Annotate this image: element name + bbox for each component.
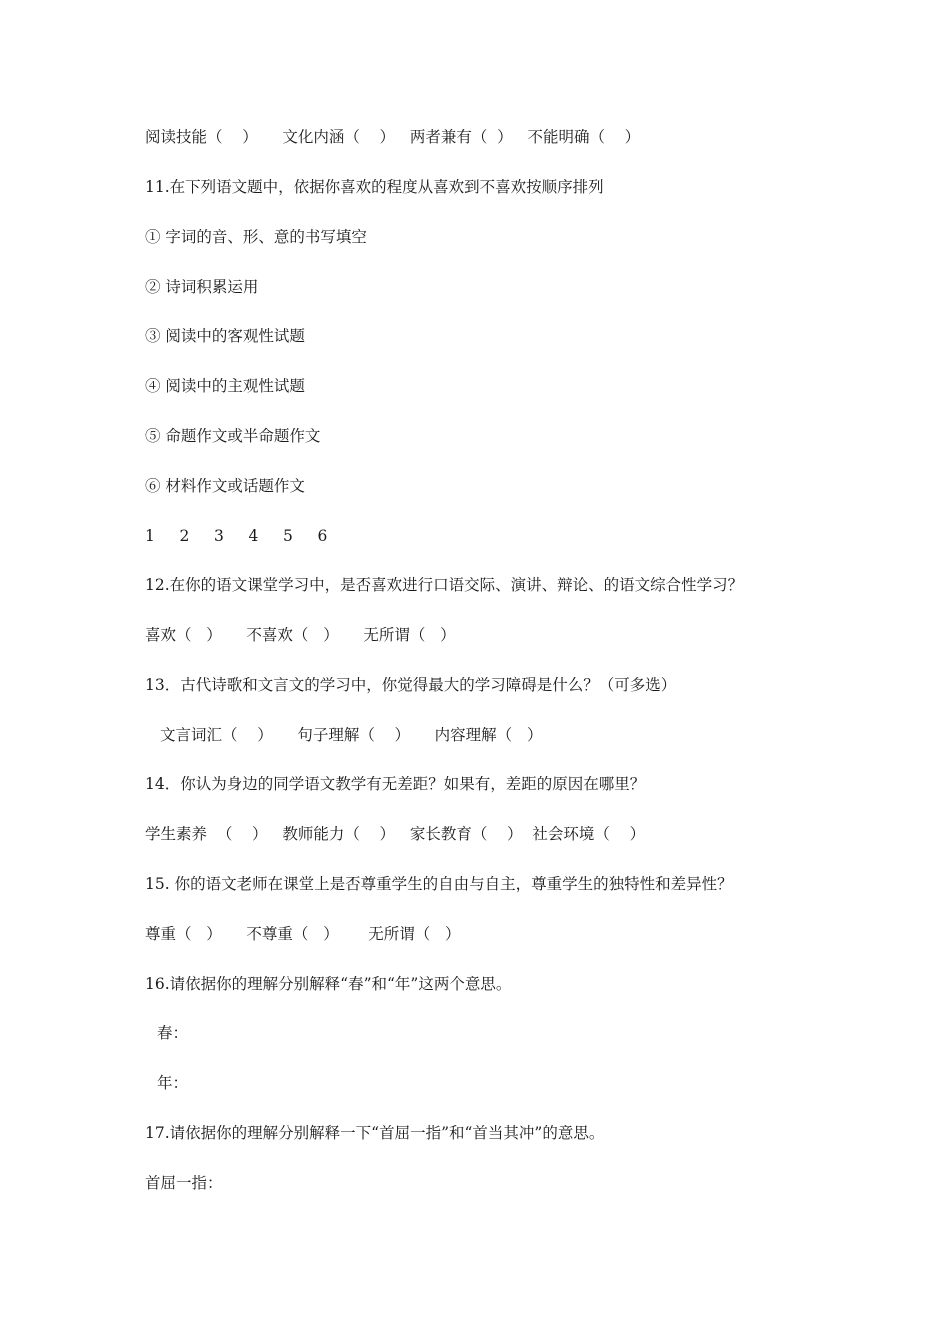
q11-option-4: ④ 阅读中的主观性试题 (145, 377, 305, 395)
q11-ranking-numbers: 1 2 3 4 5 6 (145, 527, 328, 545)
q13-options: 文言词汇（ ） 句子理解（ ） 内容理解（ ） (160, 726, 543, 744)
q11-option-6: ⑥ 材料作文或话题作文 (145, 477, 305, 495)
q14-options: 学生素养 （ ） 教师能力（ ） 家长教育（ ） 社会环境（ ） (145, 825, 646, 843)
q17-answer-1: 首屈一指： (145, 1174, 223, 1192)
q14-question: 14．你认为身边的同学语文教学有无差距？如果有，差距的原因在哪里？ (145, 775, 646, 793)
q12-question: 12.在你的语文课堂学习中，是否喜欢进行口语交际、演讲、辩论、的语文综合性学习？ (145, 576, 744, 594)
q15-question: 15. 你的语文老师在课堂上是否尊重学生的自由与自主，尊重学生的独特性和差异性？ (145, 875, 733, 893)
q17-question: 17.请依据你的理解分别解释一下“首屈一指”和“首当其冲”的意思。 (145, 1124, 605, 1142)
q11-option-5: ⑤ 命题作文或半命题作文 (145, 427, 321, 445)
q16-answer-spring: 春： (157, 1024, 189, 1042)
q11-option-3: ③ 阅读中的客观性试题 (145, 327, 305, 345)
q16-question: 16.请依据你的理解分别解释“春”和“年”这两个意思。 (145, 975, 512, 993)
q10-options: 阅读技能（ ） 文化内涵（ ） 两者兼有（ ） 不能明确（ ） (145, 128, 641, 146)
q15-options: 尊重（ ） 不尊重（ ） 无所谓（ ） (145, 925, 461, 943)
q11-question: 11.在下列语文题中，依据你喜欢的程度从喜欢到不喜欢按顺序排列 (145, 178, 604, 196)
q11-option-2: ② 诗词积累运用 (145, 278, 259, 296)
q12-options: 喜欢（ ） 不喜欢（ ） 无所谓（ ） (145, 626, 456, 644)
q13-question: 13．古代诗歌和文言文的学习中，你觉得最大的学习障碍是什么？（可多选） (145, 676, 677, 694)
q11-option-1: ① 字词的音、形、意的书写填空 (145, 228, 367, 246)
q16-answer-year: 年： (157, 1074, 189, 1092)
